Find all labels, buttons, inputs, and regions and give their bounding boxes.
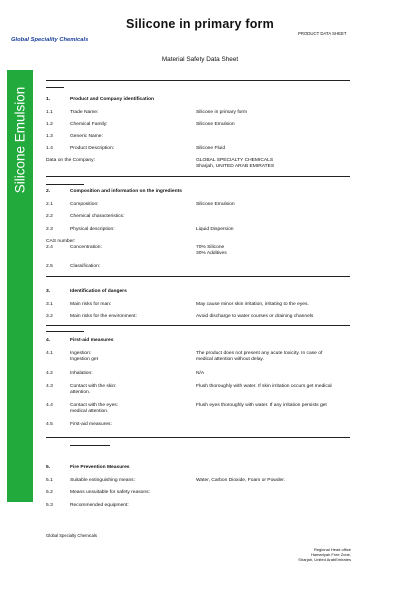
divider <box>46 276 350 277</box>
row-label: Inhalation: <box>70 371 93 376</box>
company-data-value: GLOBAL SPECIALTY CHEMICALS <box>196 158 274 163</box>
row-label: Means unsuitable for safety reasons: <box>70 490 150 495</box>
row-value: Flush thoroughly with water. If skin irritation occurs get medical <box>196 384 332 389</box>
row-label-continued: medical attention. <box>70 409 109 414</box>
row-label-continued: attention. <box>70 390 91 395</box>
row-value: N/A <box>196 371 205 376</box>
footer-company: Global Specialty Chemicals <box>46 533 97 538</box>
divider-short <box>46 184 84 185</box>
row-label: First-aid measures: <box>70 422 112 427</box>
row-label: Product Description: <box>70 146 115 151</box>
product-data-sheet-label: PRODUCT DATA SHEET <box>298 31 347 36</box>
row-label-continued: Ingestion get <box>70 357 99 362</box>
section-number: 1. <box>46 97 51 102</box>
row-number: 1.1 <box>46 110 53 115</box>
section-number: 3. <box>46 289 51 294</box>
row-label: Composition: <box>70 202 99 207</box>
row-value-continued: medical attention without delay. <box>196 357 264 362</box>
divider-short <box>46 331 84 332</box>
row-value: Water, Carbon Dioxide, Foam or Powder. <box>196 478 285 483</box>
row-value: 70% Silicone <box>196 245 225 250</box>
row-label: Contact with the eyes: <box>70 403 119 408</box>
row-label: Chemical characteristics: <box>70 214 125 219</box>
row-label: Ingestion: <box>70 351 92 356</box>
row-label: Chemical Family: <box>70 122 108 127</box>
row-number: 3.1 <box>46 302 53 307</box>
section-number: 4. <box>46 338 51 343</box>
sidebar-label-text: Silicone Emulsion <box>12 86 28 194</box>
row-label: Recommended equipment: <box>70 503 129 508</box>
sidebar-label <box>7 70 33 210</box>
row-label: Physical description: <box>70 227 115 232</box>
divider <box>46 325 350 326</box>
divider <box>46 437 350 438</box>
document-subtitle: Material Safety Data Sheet <box>161 56 239 63</box>
row-label: Classification: <box>70 264 101 269</box>
divider-short <box>70 445 110 446</box>
footer-address-line: Regional Head office <box>313 547 351 552</box>
row-number: 2.5 <box>46 264 53 269</box>
footer-address-line: Hamariyah Free Zone, <box>310 552 351 557</box>
row-value: Silicone Emulsion <box>196 202 235 207</box>
row-number: 3.2 <box>46 314 53 319</box>
divider <box>46 80 350 81</box>
cas-number-label: CAS number: <box>46 239 76 244</box>
row-value: The product does not present any acute toxicity. In case of <box>196 351 323 356</box>
section-title: Fire Prevention Measures <box>70 465 130 470</box>
row-number: 5.3 <box>46 503 53 508</box>
row-number: 4.3 <box>46 384 53 389</box>
row-value: Silicone in primary form <box>196 110 248 115</box>
row-label: Main risks for man: <box>70 302 112 307</box>
row-number: 5.1 <box>46 478 53 483</box>
row-label: Concentration: <box>70 245 102 250</box>
row-value: Silicone Fluid <box>196 146 226 151</box>
row-number: 1.2 <box>46 122 53 127</box>
row-label: Suitable extinguishing means: <box>70 478 135 483</box>
row-number: 1.4 <box>46 146 53 151</box>
row-value: Avoid discharge to water courses or draining channels <box>196 314 314 319</box>
row-number: 2.1 <box>46 202 53 207</box>
company-data-location: Sharjah, UNITED ARAB EMIRATES <box>196 164 275 169</box>
row-value: Silicone Emulsion <box>196 122 235 127</box>
section-title: First-aid measures <box>70 338 114 343</box>
document-title: Silicone in primary form <box>126 17 274 31</box>
section-title: Composition and information on the ingredients <box>70 189 182 194</box>
row-number: 4.4 <box>46 403 53 408</box>
row-label: Contact with the skin: <box>70 384 117 389</box>
row-number: 4.5 <box>46 422 53 427</box>
row-label: Generic Name: <box>70 134 103 139</box>
section-number: 5. <box>46 465 51 470</box>
row-label: Trade Name: <box>70 110 99 115</box>
divider-short <box>46 87 64 88</box>
row-label: Main risks for the environment: <box>70 314 137 319</box>
row-number: 5.2 <box>46 490 53 495</box>
section-title: Product and Company identification <box>70 97 154 102</box>
company-data-label: Data on the Company: <box>46 158 95 163</box>
company-name: Global Speciality Chemicals <box>11 37 89 43</box>
row-value: Flush eyes thoroughly with water. If any irritation persists get <box>196 403 327 408</box>
divider <box>46 176 350 177</box>
row-number: 4.1 <box>46 351 53 356</box>
row-number: 2.2 <box>46 214 53 219</box>
row-number: 2.4 <box>46 245 53 250</box>
row-value: Liquid Dispersion <box>196 227 234 232</box>
row-number: 4.2 <box>46 371 53 376</box>
row-number: 2.3 <box>46 227 53 232</box>
footer-address <box>250 547 351 562</box>
section-number: 2. <box>46 189 51 194</box>
row-value: May cause minor skin irritation, irritating to the eyes. <box>196 302 309 307</box>
footer-address-line: Sharjah, United ArabEmirates <box>298 557 351 562</box>
section-title: Identification of dangers <box>70 289 127 294</box>
row-value: 30% Additives <box>196 251 227 256</box>
row-number: 1.3 <box>46 134 53 139</box>
